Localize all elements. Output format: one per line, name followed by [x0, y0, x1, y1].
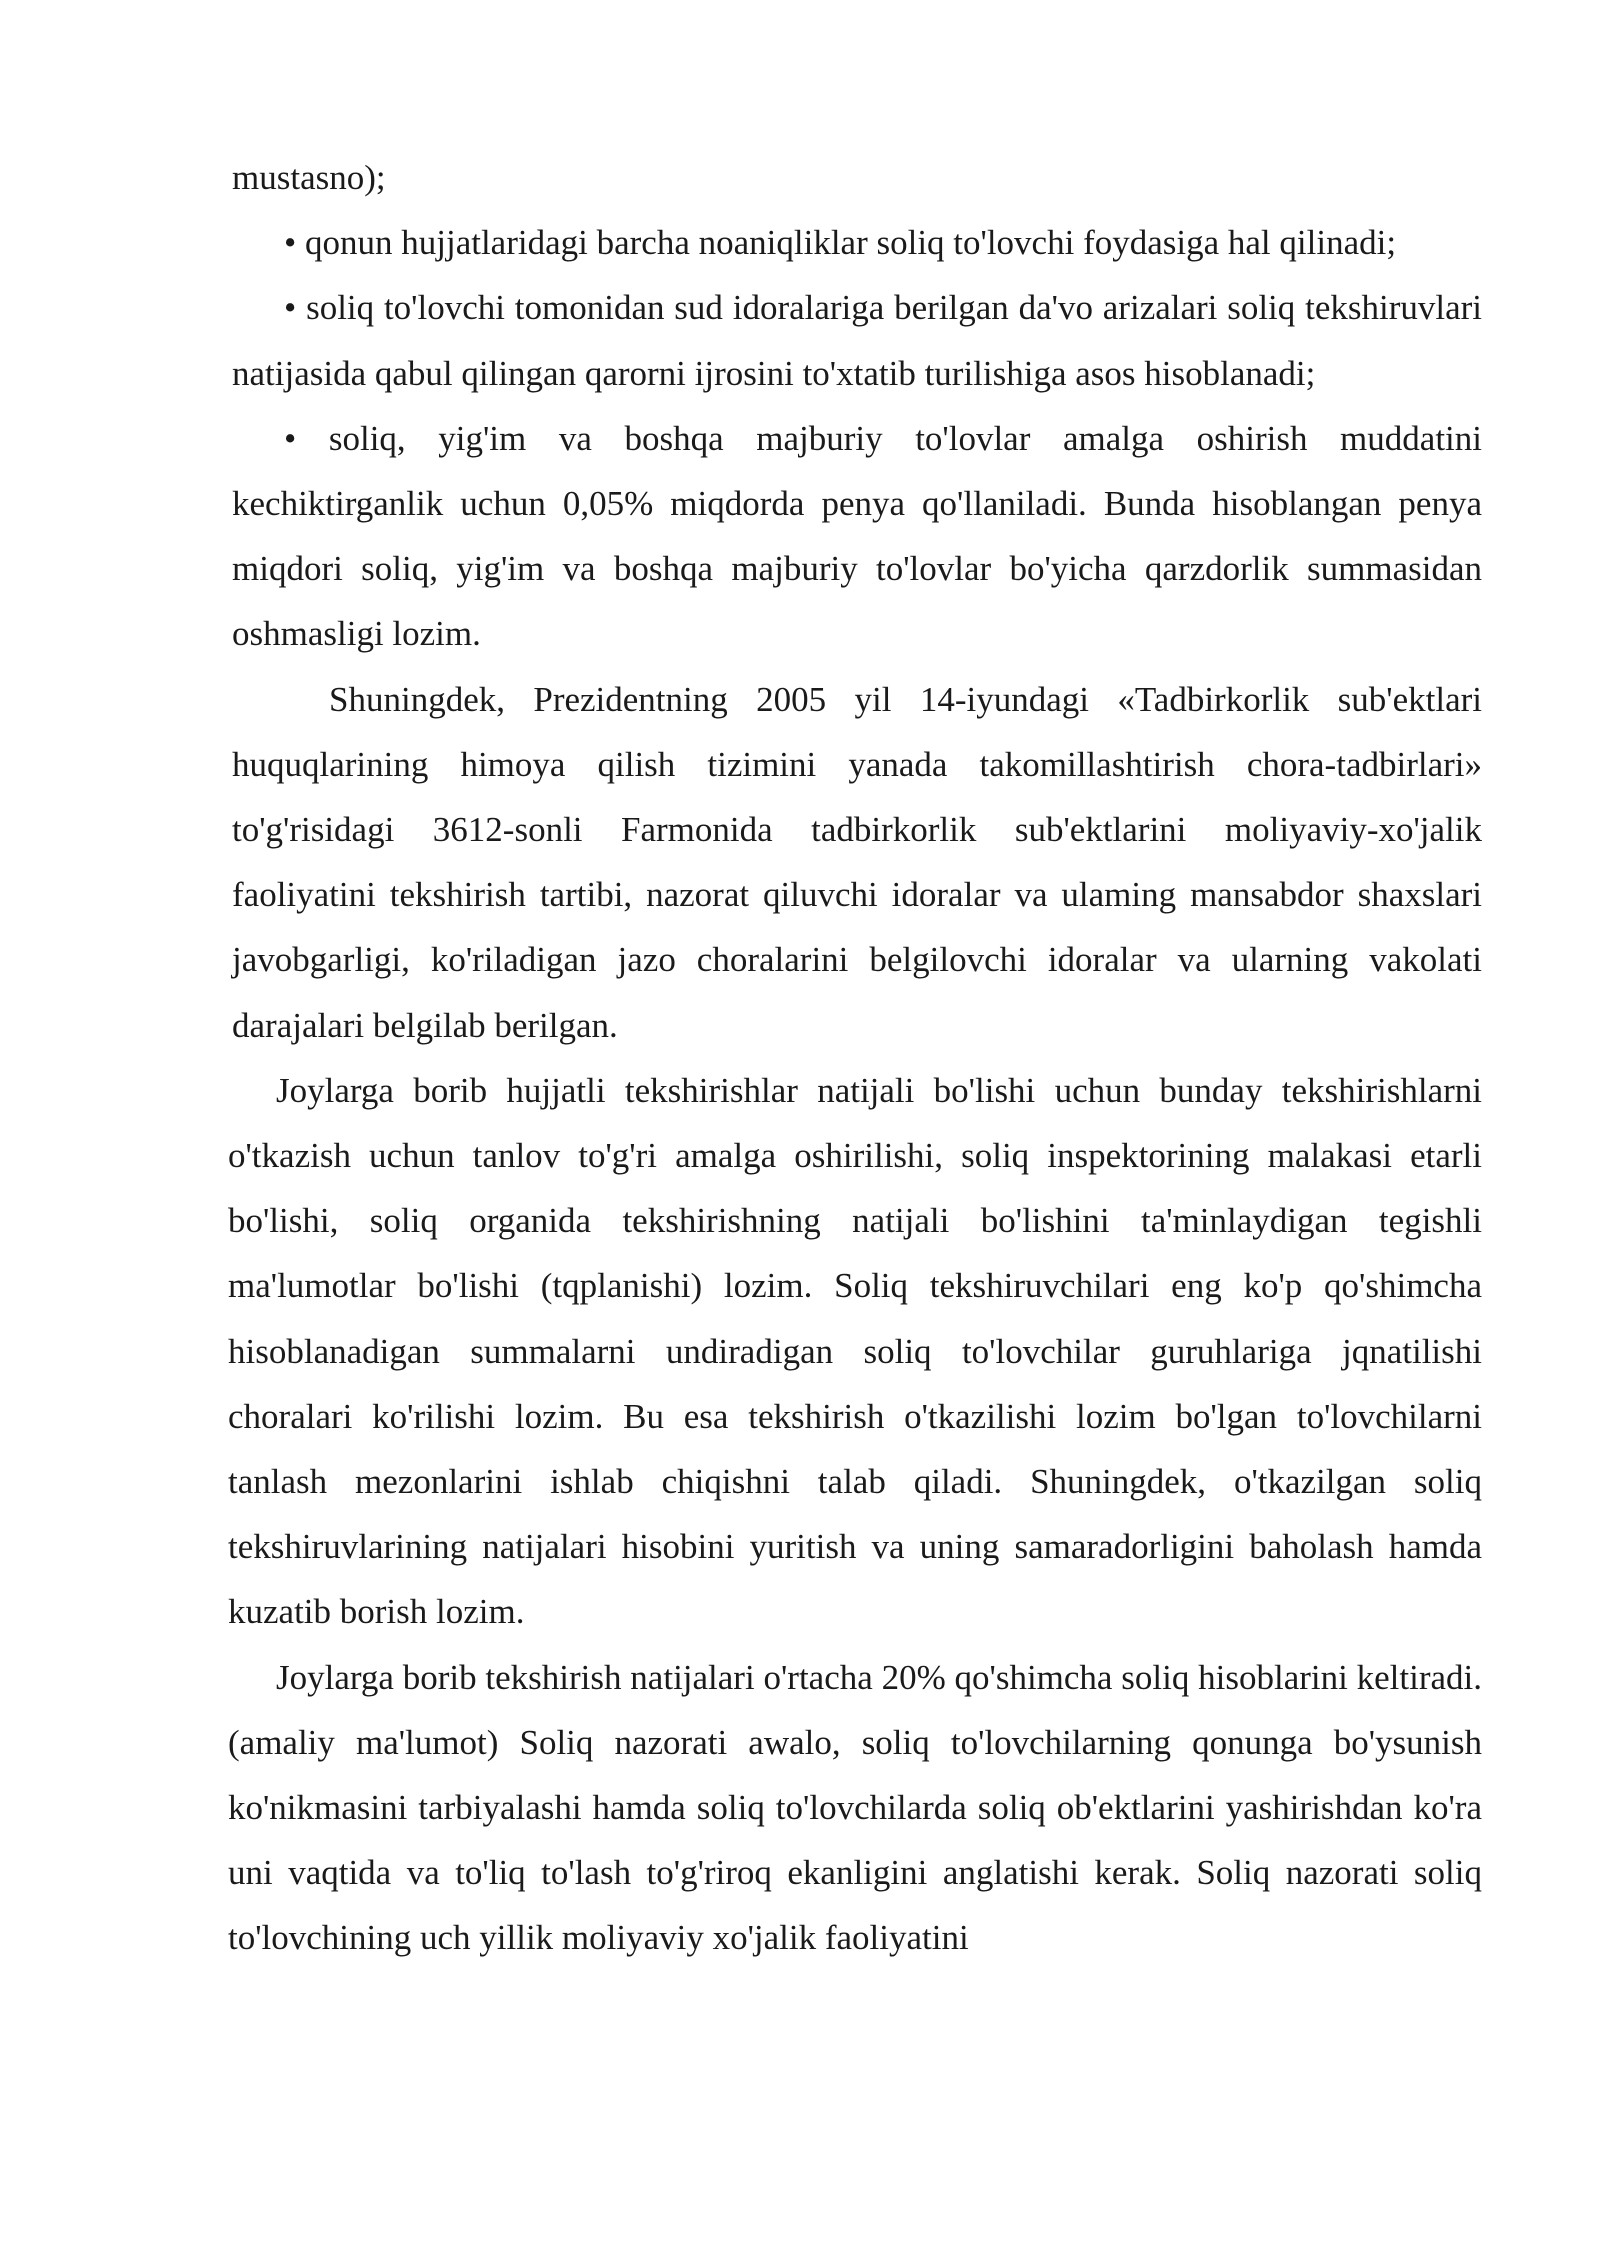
- paragraph-inspection-results: Joylarga borib tekshirish natijalari o'rtacha 20% qo'shimcha soliq hisoblarini keltiradi. (amaliy ma'lumot) Soliq nazorati awalo, soliq to'lovchilarning qonunga bo'ysunish ko'nikmasini tarbiyalashi hamda soliq to'lovchilarda soliq ob'ektlarini yashirishdan ko'ra uni vaqtida va to'liq to'lash to'g'riroq ekanligini anglatishi kerak. Soliq nazorati soliq to'lovchining uch yillik moliyaviy xo'jalik faoliyatini: [228, 1657, 1482, 1958]
- paragraph-field-inspections: Joylarga borib hujjatli tekshirishlar natijali bo'lishi uchun bunday tekshirishlarni o'tkazish uchun tanlov to'g'ri amalga oshirilishi, soliq inspektorining malakasi etarli bo'lishi, soliq organida tekshirishning natijali bo'lishini ta'minlaydigan tegishli ma'lumotlar bo'lishi (tqplanishi) lozim. Soliq tekshiruvchilari eng ko'p qo'shimcha hisoblanadigan summalarni undiradigan soliq to'lovchilar guruhlariga jqnatilishi choralari ko'rilishi lozim. Bu esa tekshirish o'tkazilishi lozim bo'lgan to'lovchilarni tanlash mezonlarini ishlab chiqishni talab qiladi. Shuningdek, o'tkazilgan soliq tekshiruvlarining natijalari hisobini yuritish va uning samaradorligini baholash hamda kuzatib borish lozim.: [228, 1070, 1482, 1632]
- bullet-item-penalty: • soliq, yig'im va boshqa majburiy to'lovlar amalga oshirish muddatini kechiktirganlik uchun 0,05% miqdorda penya qo'llaniladi. Bunda hisoblangan penya miqdori soliq, yig'im va boshqa majburiy to'lovlar bo'yicha qarzdorlik summasidan oshmasligi lozim.: [232, 418, 1482, 654]
- bullet-item-ambiguities: • qonun hujjatlaridagi barcha noaniqliklar soliq to'lovchi foydasiga hal qilinadi;: [284, 223, 1397, 263]
- continuation-line: mustasno);: [232, 158, 386, 197]
- paragraph-presidential-decree: Shuningdek, Prezidentning 2005 yil 14-iyundagi «Tadbirkorlik sub'ektlari huquqlarining himoya qilish tizimini yanada takomillashtirish chora-tadbirlari» to'g'risidagi 3612-sonli Farmonida tadbirkorlik sub'ektlarini moliyaviy-xo'jalik faoliyatini tekshirish tartibi, nazorat qiluvchi idoralar va ulaming mansabdor shaxslari javobgarligi, ko'riladigan jazo choralarini belgilovchi idoralar va ularning vakolati darajalari belgilab berilgan.: [232, 679, 1482, 1045]
- bullet-item-court-claims: • soliq to'lovchi tomonidan sud idoralariga berilgan da'vo arizalari soliq tekshiruvlari natijasida qabul qilingan qarorni ijrosini to'xtatib turilishiga asos hisoblanadi;: [232, 288, 1482, 393]
- text-column: [228, 145, 1482, 1971]
